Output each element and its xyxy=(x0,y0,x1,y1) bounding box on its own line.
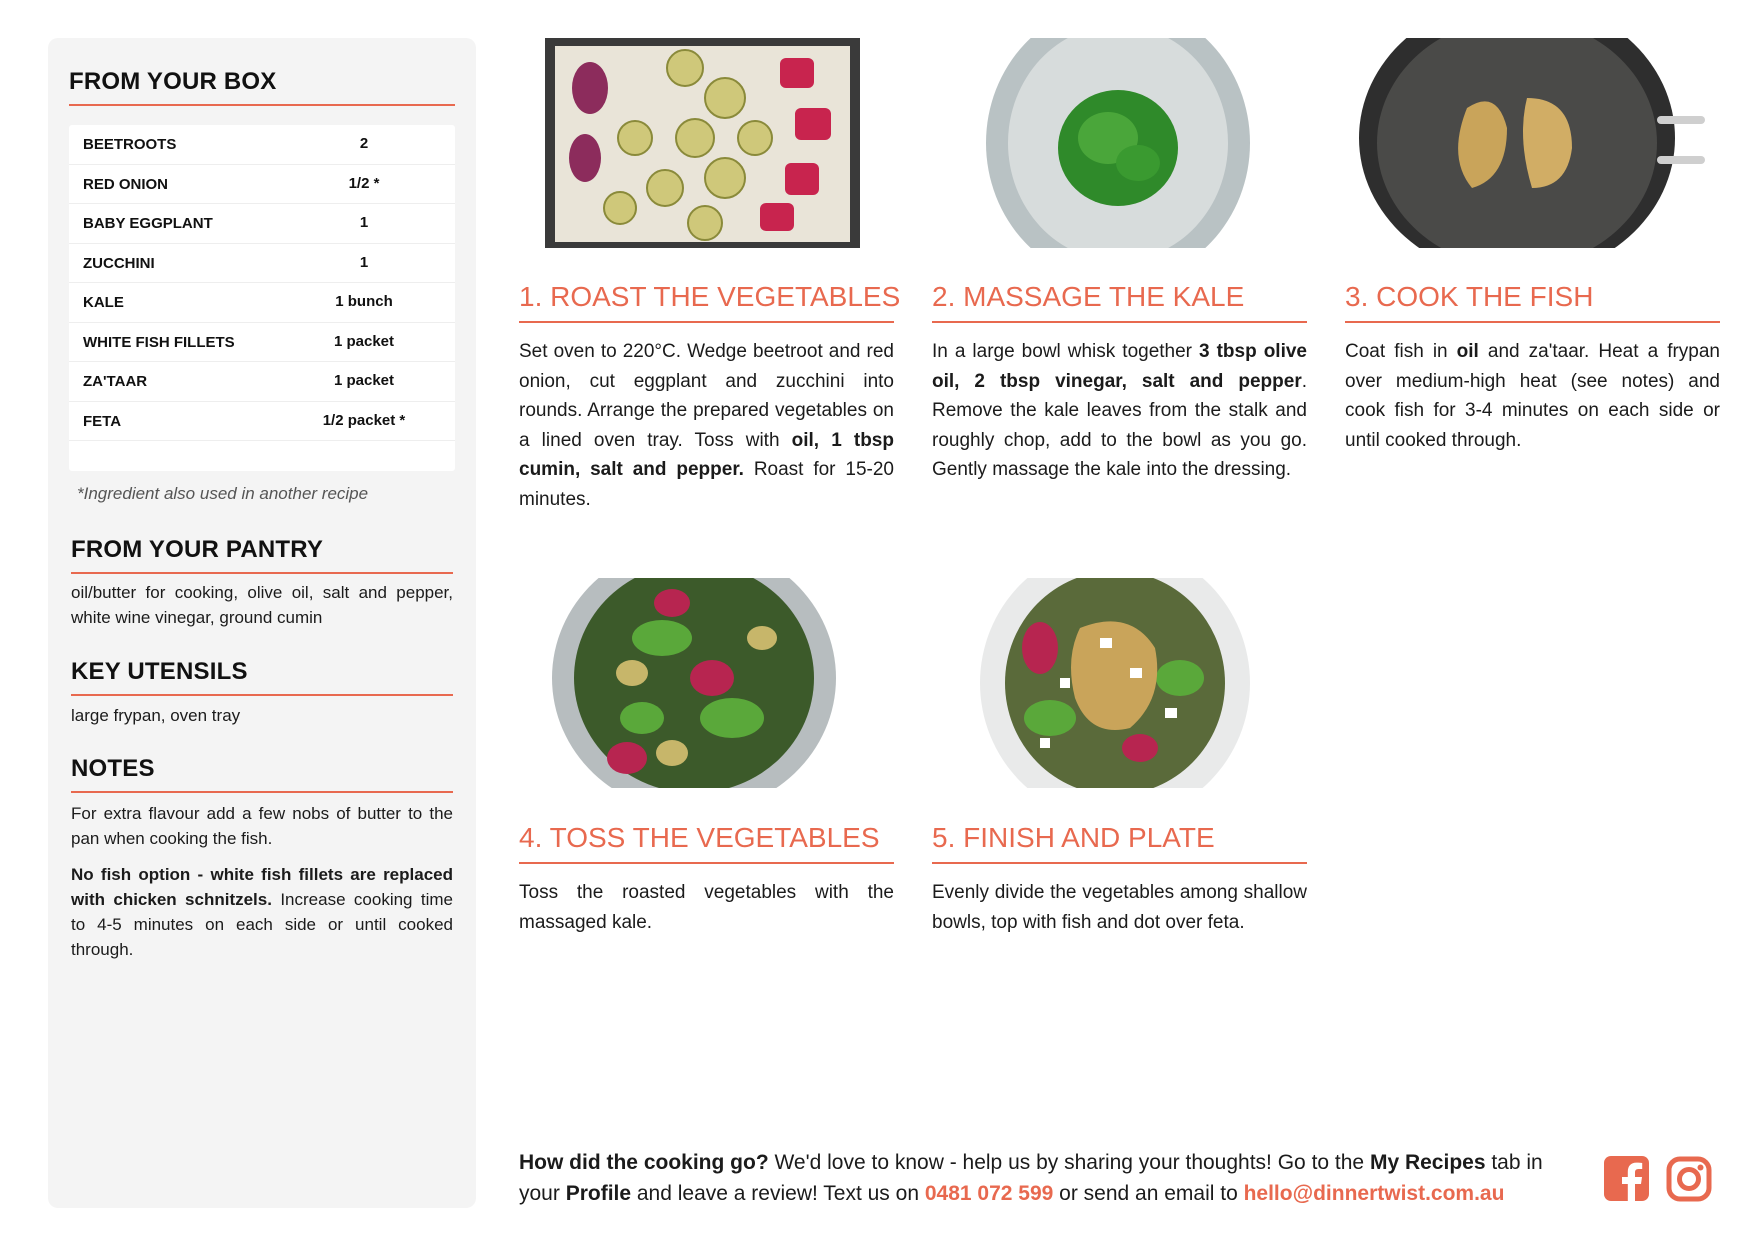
ingredient-qty: 1 xyxy=(359,253,369,271)
ingredient-footnote: *Ingredient also used in another recipe xyxy=(77,484,369,503)
notes-bold: No fish option - white fish fillets are replaced with chicken schnitzels. xyxy=(71,865,453,909)
ingredient-name: BEETROOTS xyxy=(83,136,177,153)
ingredient-name: BABY EGGPLANT xyxy=(83,215,213,232)
step-3-text-end: and za'taar. Heat a frypan over medium-high heat (see notes) and cook fish for 3-4 minutes on each side or until cooked through. xyxy=(1345,341,1720,451)
notes-title: NOTES xyxy=(71,755,453,793)
ingredient-name: ZA'TAAR xyxy=(83,373,148,390)
table-row xyxy=(69,125,455,165)
feedback-text-3: and leave a review! Text us on xyxy=(631,1182,925,1205)
table-row xyxy=(69,402,455,442)
table-row xyxy=(69,283,455,323)
step-3-title: 3. COOK THE FISH xyxy=(1345,281,1720,323)
step-1-bold: oil, 1 tbsp cumin, salt and pepper. xyxy=(519,429,894,480)
ingredient-name: RED ONION xyxy=(83,175,169,193)
step-5-body xyxy=(932,878,1307,937)
step-5-title: 5. FINISH AND PLATE xyxy=(932,822,1307,864)
feedback-text-1: We'd love to know - help us by sharing your thoughts! Go to the xyxy=(768,1151,1370,1174)
my-recipes-label: My Recipes xyxy=(1369,1151,1486,1174)
from-your-pantry-title: FROM YOUR PANTRY xyxy=(71,536,453,574)
profile-label: Profile xyxy=(565,1182,632,1205)
step-4-title: 4. TOSS THE VEGETABLES xyxy=(519,822,894,864)
pantry-text: oil/butter for cooking, olive oil, salt and pepper, white wine vinegar, ground cumin xyxy=(71,583,453,627)
instagram-icon[interactable] xyxy=(1666,1156,1712,1202)
massage-kale-photo xyxy=(983,38,1253,248)
ingredient-qty: 1/2 packet * xyxy=(322,411,406,429)
step-1-title: 1. ROAST THE VEGETABLES xyxy=(519,281,894,323)
toss-vegetables-photo xyxy=(552,578,837,788)
step-1-text-end: Roast for 15-20 minutes. xyxy=(519,459,894,510)
ingredient-name: WHITE FISH FILLETS xyxy=(83,333,235,351)
facebook-icon[interactable] xyxy=(1604,1156,1649,1201)
key-utensils-title: KEY UTENSILS xyxy=(71,658,453,696)
step-2-body xyxy=(932,337,1307,485)
ingredient-qty: 1 packet xyxy=(333,332,395,350)
step-5-text: Evenly divide the vegetables among shallow bowls, top with fish and dot over feta. xyxy=(932,882,1307,933)
step-1-body xyxy=(519,337,894,514)
table-row xyxy=(69,362,455,402)
notes-rest: Increase cooking time to 4-5 minutes on each side or until cooked through. xyxy=(71,890,453,959)
step-3-body xyxy=(1345,337,1720,455)
step-4-text: Toss the roasted vegetables with the massaged kale. xyxy=(519,882,894,933)
feedback-text-2: tab in your xyxy=(519,1151,1543,1205)
step-1-text: Set oven to 220°C. Wedge beetroot and red onion, cut eggplant and zucchini into rounds. Arrange the prepared vegetables on a lined oven tray. Toss with xyxy=(519,341,894,451)
ingredient-table xyxy=(69,125,455,471)
table-row xyxy=(69,165,455,205)
email-link[interactable]: hello@dinnertwist.com.au xyxy=(1243,1182,1505,1205)
step-2-bold: 3 tbsp olive oil, 2 tbsp vinegar, salt and pepper xyxy=(932,341,1308,392)
feedback-footer xyxy=(519,1147,1569,1209)
roast-vegetables-photo xyxy=(545,38,860,248)
ingredient-name: KALE xyxy=(83,294,124,311)
ingredient-name: FETA xyxy=(83,412,122,430)
step-2-title: 2. MASSAGE THE KALE xyxy=(932,281,1307,323)
step-4-body xyxy=(519,878,894,937)
notes-text-1: For extra flavour add a few nobs of butter to the pan when cooking the fish. xyxy=(71,804,453,848)
phone-link[interactable]: 0481 072 599 xyxy=(924,1182,1054,1205)
table-row xyxy=(69,323,455,363)
from-your-box-title: FROM YOUR BOX xyxy=(69,68,455,106)
table-row xyxy=(69,204,455,244)
step-2-text-end: . Remove the kale leaves from the stalk and roughly chop, add to the bowl as you go. Gently massage the kale into the dressing. xyxy=(932,370,1307,480)
feedback-text-4: or send an email to xyxy=(1053,1182,1244,1205)
ingredient-qty: 1 xyxy=(359,214,369,231)
notes-text-2 xyxy=(71,862,453,962)
cook-fish-photo xyxy=(1357,38,1707,248)
utensils-text: large frypan, oven tray xyxy=(71,706,241,725)
table-row xyxy=(69,244,455,284)
ingredient-name: ZUCCHINI xyxy=(83,254,155,272)
step-3-bold: oil xyxy=(1456,341,1479,362)
step-3-text: Coat fish in xyxy=(1345,341,1457,362)
ingredient-qty: 1/2 * xyxy=(348,174,380,192)
step-2-text: In a large bowl whisk together xyxy=(932,341,1200,362)
ingredient-qty: 1 bunch xyxy=(335,293,393,310)
ingredient-qty: 2 xyxy=(359,135,369,152)
feedback-question: How did the cooking go? xyxy=(519,1151,769,1174)
ingredient-qty: 1 packet xyxy=(333,372,395,389)
finish-plate-photo xyxy=(980,578,1250,788)
